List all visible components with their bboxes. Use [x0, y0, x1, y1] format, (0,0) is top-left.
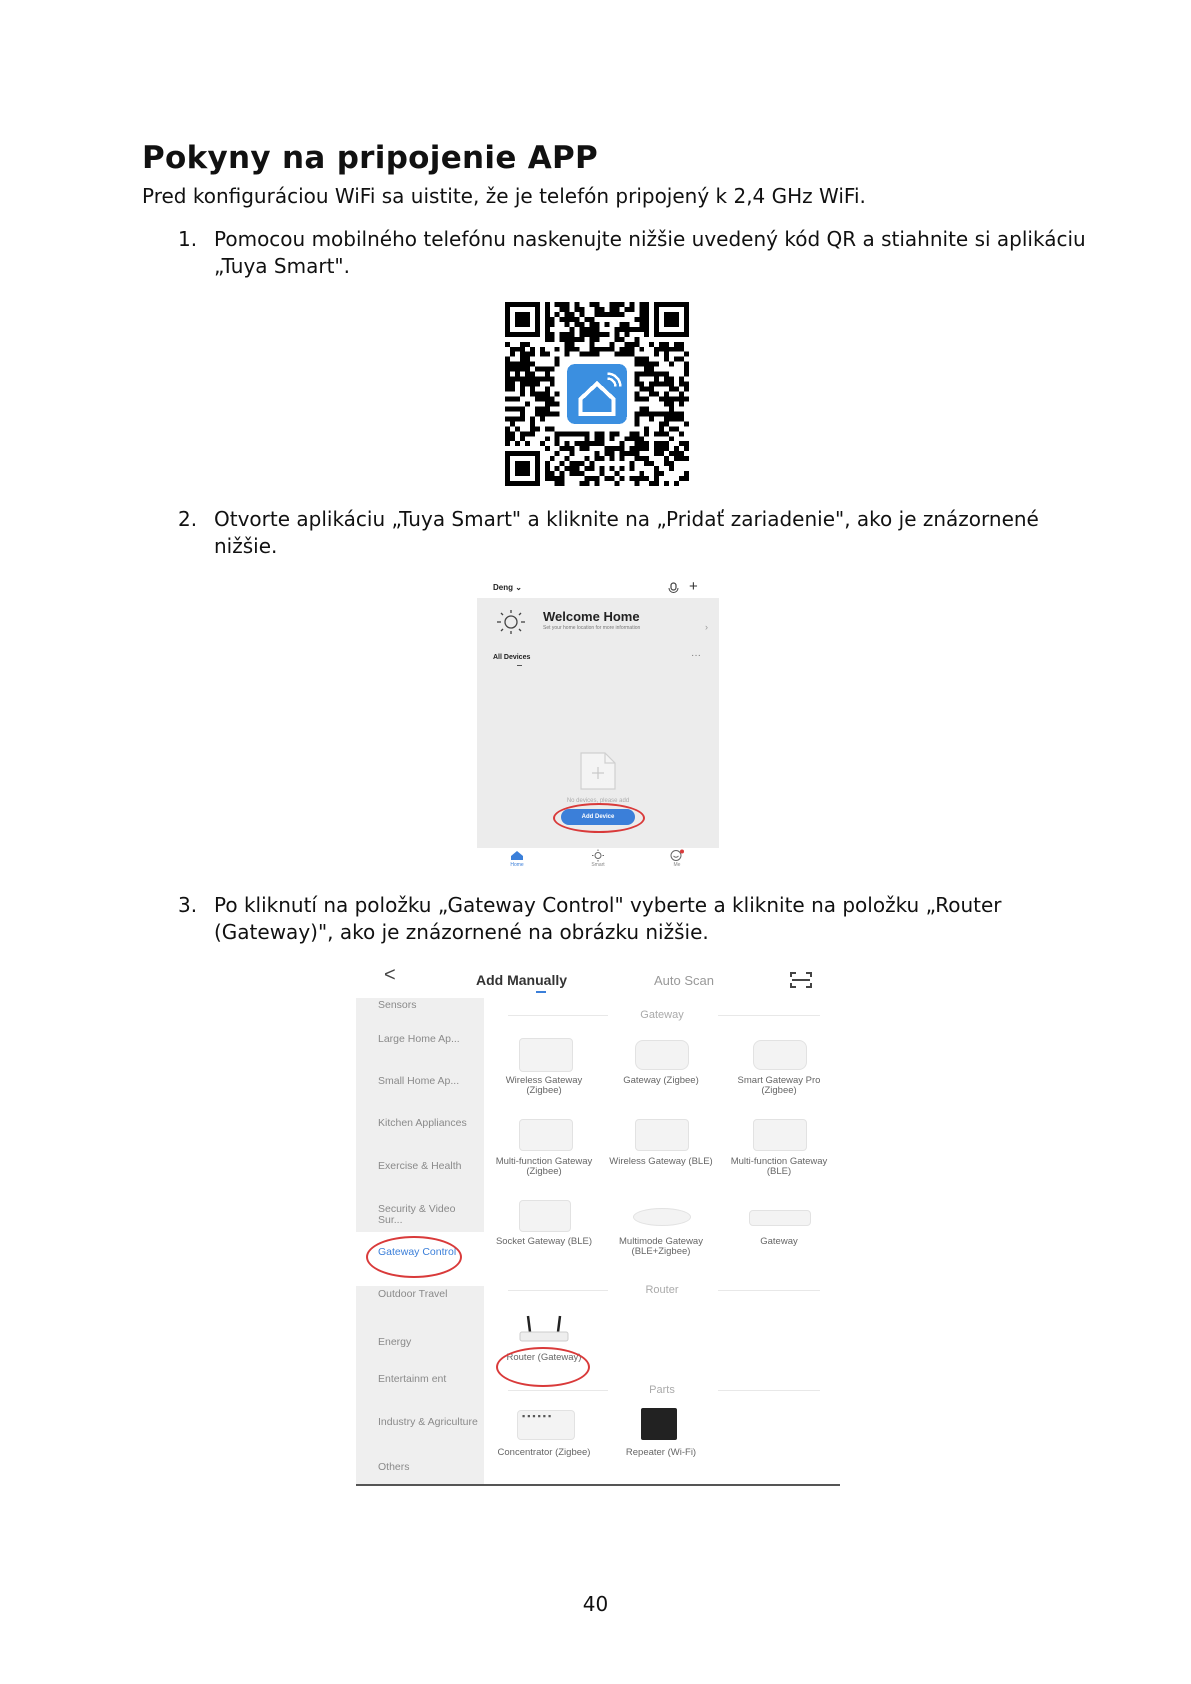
more-icon[interactable]: ··· [691, 650, 701, 661]
tab-add-manually[interactable]: Add Manually [476, 972, 568, 988]
device-image [519, 1119, 573, 1151]
product-label-router[interactable]: Router (Gateway) [506, 1352, 582, 1363]
qr-code [505, 302, 689, 486]
category-item[interactable]: Others [378, 1461, 410, 1473]
section-parts-title: Parts [649, 1384, 675, 1396]
chevron-right-icon[interactable]: › [705, 622, 708, 632]
app-home-screenshot [477, 578, 719, 872]
product-label[interactable]: Socket Gateway (BLE) [495, 1236, 593, 1247]
divider [718, 1015, 820, 1016]
category-sidebar [356, 998, 484, 1486]
category-item-gateway-control[interactable]: Gateway Control [378, 1246, 457, 1258]
category-item[interactable]: Exercise & Health [378, 1160, 462, 1172]
category-item[interactable]: Small Home Ap... [378, 1075, 460, 1087]
section-router-title: Router [645, 1284, 679, 1296]
scan-icon[interactable] [789, 971, 813, 989]
highlight-oval [553, 803, 645, 833]
sun-icon [493, 608, 529, 636]
category-item[interactable]: Outdoor Travel [378, 1288, 448, 1300]
tab-indicator [517, 665, 522, 666]
category-item[interactable]: Industry & Agriculture [378, 1416, 478, 1428]
device-image [753, 1119, 807, 1151]
highlight-oval [496, 1347, 590, 1387]
product-label[interactable]: Gateway (Zigbee) [623, 1075, 699, 1086]
product-label[interactable]: Repeater (Wi-Fi) [625, 1447, 697, 1458]
step-text: Otvorte aplikáciu „Tuya Smart" a kliknite na „Pridať zariadenie", ako je znázornené nižšie. [214, 507, 1039, 558]
product-label[interactable]: Wireless Gateway (BLE) [609, 1156, 713, 1167]
device-image [519, 1200, 571, 1232]
welcome-title: Welcome Home [543, 609, 640, 624]
tab-me[interactable]: Me [673, 862, 681, 868]
device-image [635, 1119, 689, 1151]
device-image [749, 1210, 811, 1226]
add-device-button[interactable]: Add Device [561, 809, 635, 825]
product-label[interactable]: Smart Gateway Pro (Zigbee) [737, 1075, 821, 1096]
divider [508, 1015, 608, 1016]
product-label[interactable]: Wireless Gateway (Zigbee) [505, 1075, 583, 1096]
mic-icon[interactable] [667, 582, 681, 594]
divider [508, 1290, 608, 1291]
device-image [633, 1208, 691, 1226]
step-number: 1. [178, 227, 198, 251]
all-devices-tab[interactable]: All Devices [493, 654, 531, 661]
divider [718, 1290, 820, 1291]
back-button[interactable]: < [384, 964, 396, 986]
step-number: 3. [178, 893, 198, 917]
product-label[interactable]: Gateway [760, 1236, 798, 1247]
device-image [635, 1040, 689, 1070]
divider [508, 1390, 608, 1391]
empty-text: No devices, please add [566, 798, 630, 804]
tab-home[interactable]: Home [510, 862, 524, 868]
category-item[interactable]: Kitchen Appliances [378, 1117, 467, 1129]
product-label[interactable]: Multi-function Gateway (Zigbee) [495, 1156, 593, 1177]
tab-bar [477, 848, 719, 872]
dots-icon: ▪▪▪▪▪▪ [522, 1411, 554, 1421]
highlight-oval [366, 1236, 462, 1278]
product-label[interactable]: Concentrator (Zigbee) [497, 1447, 591, 1458]
tab-auto-scan[interactable]: Auto Scan [654, 973, 714, 988]
app-add-device-screenshot [356, 964, 840, 1486]
section-gateway-title: Gateway [640, 1009, 684, 1021]
page-number: 40 [582, 1592, 609, 1616]
intro-text: Pred konfiguráciou WiFi sa uistite, že je telefón pripojený k 2,4 GHz WiFi. [142, 184, 866, 208]
category-item[interactable]: Sensors [378, 999, 417, 1011]
me-icon[interactable] [669, 849, 685, 862]
repeater-image [641, 1408, 677, 1440]
bottom-border [356, 1484, 840, 1486]
step-text: Pomocou mobilného telefónu naskenujte nižšie uvedený kód QR a stiahnite si aplikáciu „Tuya Smart". [214, 227, 1086, 278]
step-text: Po kliknutí na položku „Gateway Control" vyberte a kliknite na položku „Router (Gateway)", ako je znázornené na obrázku nižšie. [214, 893, 1002, 944]
router-image [516, 1314, 572, 1344]
welcome-subtitle: Set your home location for more information [543, 625, 641, 631]
home-icon[interactable] [510, 850, 524, 861]
device-image [753, 1040, 807, 1070]
device-image [519, 1038, 573, 1072]
smart-icon[interactable] [591, 849, 605, 862]
tab-indicator [536, 991, 546, 993]
product-label[interactable]: Multi-function Gateway (BLE) [730, 1156, 828, 1177]
category-item[interactable]: Security & Video Sur... [378, 1203, 456, 1226]
page-title: Pokyny na pripojenie APP [142, 140, 599, 176]
product-label[interactable]: Multimode Gateway (BLE+Zigbee) [619, 1236, 703, 1257]
divider [718, 1390, 820, 1391]
empty-device-icon [577, 751, 619, 791]
add-icon[interactable]: + [689, 578, 698, 595]
category-item[interactable]: Large Home Ap... [378, 1033, 460, 1045]
category-item[interactable]: Entertainm ent [378, 1373, 447, 1385]
tab-smart[interactable]: Smart [591, 862, 605, 868]
step-number: 2. [178, 507, 198, 531]
category-item[interactable]: Energy [378, 1336, 412, 1348]
user-menu[interactable]: Deng ⌄ [493, 583, 522, 592]
